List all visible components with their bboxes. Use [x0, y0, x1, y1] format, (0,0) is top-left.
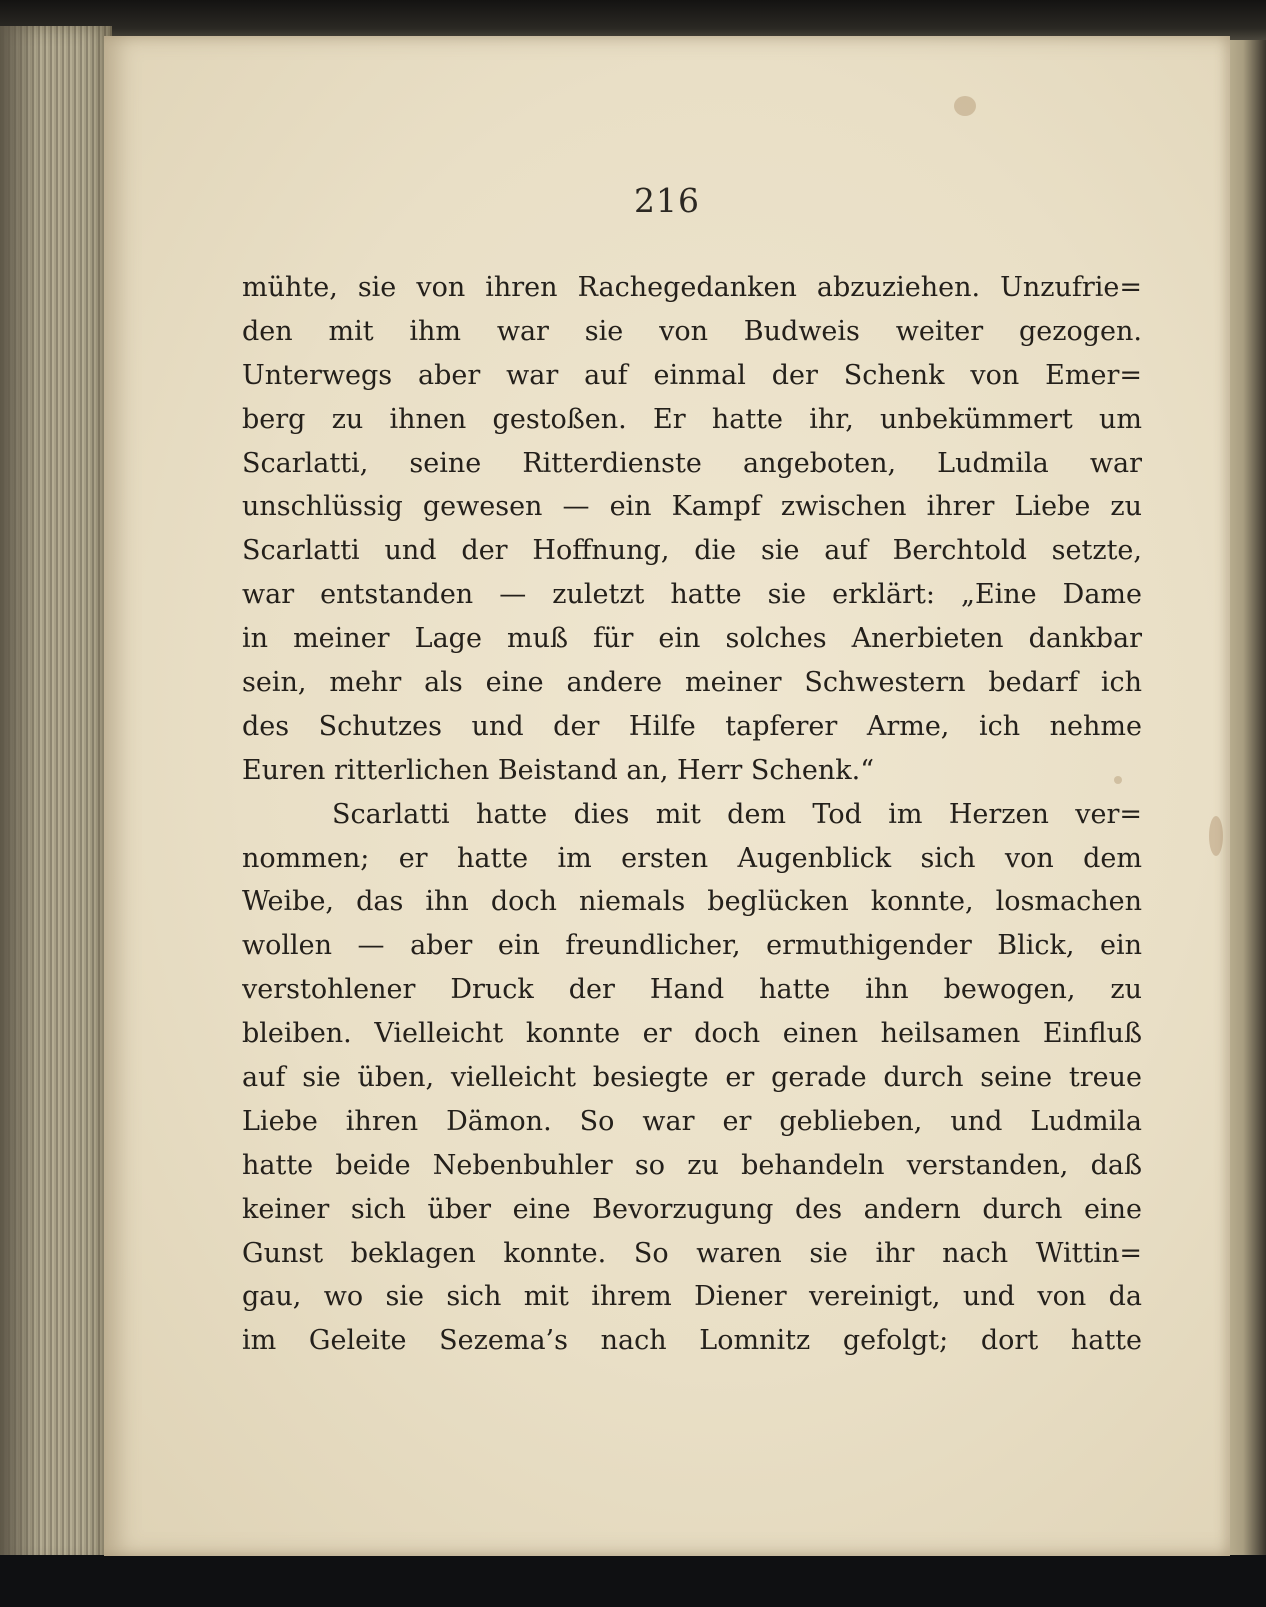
- text-line: im Geleite Sezema’s nach Lomnitz gefolgt; dort hatte: [242, 1325, 1142, 1357]
- text-line: wollen — aber ein freundlicher, ermuthigender Blick, ein: [242, 930, 1142, 962]
- text-line: nommen; er hatte im ersten Augenblick sich von dem: [242, 842, 1142, 874]
- page-edges-left: [0, 26, 112, 1566]
- paragraph-start-line: Scarlatti hatte dies mit dem Tod im Herzen ver=: [332, 798, 1142, 830]
- text-line: mühte, sie von ihren Rachegedanken abzuziehen. Unzufrie=: [242, 272, 1142, 303]
- text-line: berg zu ihnen gestoßen. Er hatte ihr, unbekümmert um: [242, 403, 1142, 435]
- text-line: Scarlatti, seine Ritterdienste angeboten, Ludmila war: [242, 447, 1142, 479]
- body-text: [242, 266, 1142, 1363]
- text-line: Scarlatti und der Hoffnung, die sie auf Berchtold setzte,: [242, 535, 1142, 567]
- book-page: [104, 36, 1230, 1556]
- page-edge-right: [1228, 40, 1266, 1555]
- text-line: sein, mehr als eine andere meiner Schwestern bedarf ich: [242, 667, 1142, 699]
- scan-bottom-border: [0, 1555, 1266, 1607]
- paragraph-end-line: Euren ritterlichen Beistand an, Herr Schenk.“: [242, 754, 875, 786]
- text-line: auf sie üben, vielleicht besiegte er gerade durch seine treue: [242, 1062, 1142, 1094]
- text-line: unschlüssig gewesen — ein Kampf zwischen ihrer Liebe zu: [242, 491, 1142, 523]
- text-line: keiner sich über eine Bevorzugung des andern durch eine: [242, 1193, 1142, 1225]
- scan-top-border: [0, 0, 1266, 40]
- text-line: bleiben. Vielleicht konnte er doch einen heilsamen Einfluß: [242, 1018, 1142, 1050]
- text-line: hatte beide Nebenbuhler so zu behandeln verstanden, daß: [242, 1149, 1142, 1181]
- stain-mark: [1209, 816, 1223, 856]
- text-line: den mit ihm war sie von Budweis weiter gezogen.: [242, 315, 1142, 347]
- text-line: Gunst beklagen konnte. So waren sie ihr nach Wittin=: [242, 1237, 1142, 1269]
- text-line: in meiner Lage muß für ein solches Anerbieten dankbar: [242, 623, 1142, 655]
- text-line: Unterwegs aber war auf einmal der Schenk von Emer=: [242, 359, 1142, 391]
- text-line: war entstanden — zuletzt hatte sie erklärt: „Eine Dame: [242, 579, 1142, 611]
- stain-mark: [954, 96, 976, 116]
- text-line: Liebe ihren Dämon. So war er geblieben, und Ludmila: [242, 1105, 1142, 1137]
- text-line: des Schutzes und der Hilfe tapferer Arme, ich nehme: [242, 710, 1142, 742]
- text-line: verstohlener Druck der Hand hatte ihn bewogen, zu: [242, 974, 1142, 1006]
- text-line: gau, wo sie sich mit ihrem Diener vereinigt, und von da: [242, 1281, 1142, 1313]
- text-line: Weibe, das ihn doch niemals beglücken konnte, losmachen: [242, 886, 1142, 918]
- page-number: 216: [634, 181, 700, 220]
